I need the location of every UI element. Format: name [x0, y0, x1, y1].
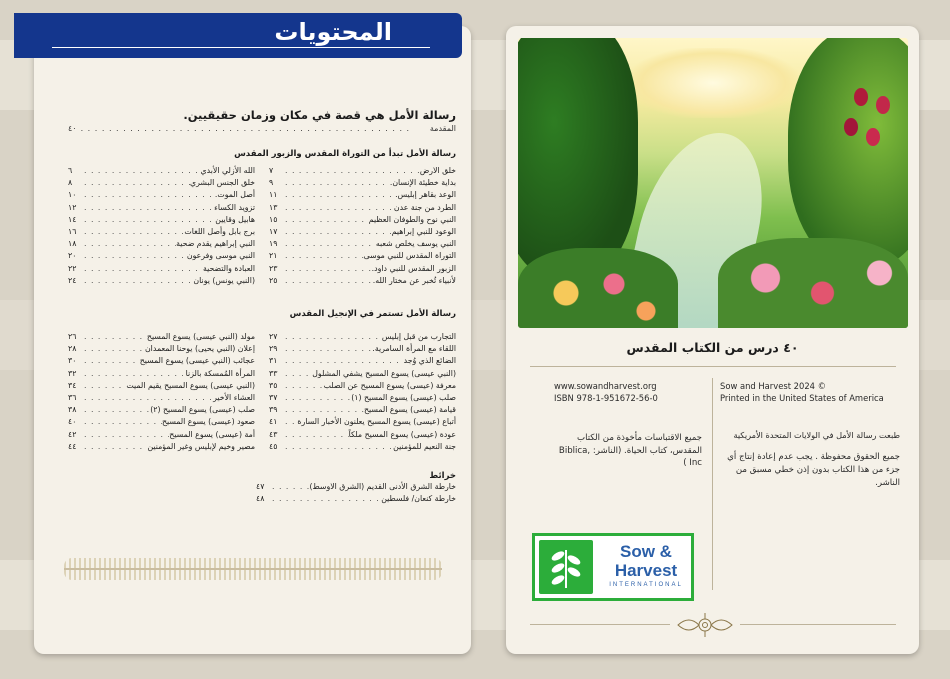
toc-entry-label: (النبي عيسى) يسوع المسيح يشفي المشلول [312, 368, 456, 378]
leader-dots [283, 368, 312, 380]
copyright: Sow and Harvest 2024 © [720, 381, 827, 391]
toc-entry-page: ٢٩ [269, 344, 278, 354]
logo-name: Sow & Harvest [614, 542, 678, 580]
leader-dots [82, 331, 147, 343]
leader-dots [82, 392, 213, 404]
toc-entry-page: ٤٠ [68, 417, 77, 427]
sow-harvest-logo [532, 533, 694, 601]
leader-dots [82, 202, 214, 214]
toc-entry-label: الوعد بقاهر إبليس. [395, 190, 456, 200]
toc-entry-page: ٣٩ [269, 405, 278, 415]
leader-dots: . . . . . . . . . . . . . . . . . . . . . . . . . . . . . . . . . . . . . . . . . . . . . . . [80, 124, 411, 133]
toc-entry-page: ٩ [269, 178, 274, 188]
toc-entry-label: خارطة كنعان/ فلسطين [381, 494, 456, 504]
paradise-illustration [518, 38, 908, 328]
toc-entry-label: مولد (النبي عيسى) يسوع المسيح [146, 332, 255, 342]
toc-entry[interactable] [269, 165, 456, 177]
toc-entry[interactable] [269, 404, 456, 416]
toc-entry-page: ٢٦ [68, 332, 77, 342]
toc-entry-page: ١٤ [68, 214, 77, 224]
toc-entry-page: ٤٧ [256, 482, 265, 492]
leader-dots [283, 226, 392, 238]
toc-entry-label: العشاء الأخير [213, 393, 255, 403]
toc-entry[interactable] [68, 441, 255, 453]
toc-entry-page: ٢٣ [269, 263, 278, 273]
toc-entry-label: (النبي عيسى) يسوع المسيح يقيم الميت [126, 380, 255, 390]
toc-entry-page: ١٦ [68, 227, 77, 237]
toc-entry-page: ٦ [68, 166, 73, 175]
toc-entry-label: أصل الموت. [214, 190, 255, 200]
toc-entry-page: ١٣ [269, 202, 278, 212]
toc-entry-label: التوراة المقدس للنبي موسى [363, 251, 456, 261]
leader-dots [82, 250, 187, 262]
toc-entry-label: تزويد الكساء [214, 202, 255, 212]
toc-entry[interactable] [68, 416, 255, 428]
map-entry[interactable] [256, 493, 456, 505]
toc-entry-label: النبي إبراهيم يقدم ضحية [176, 239, 255, 249]
toc-entry[interactable] [68, 165, 255, 177]
toc-entry-label: الوعود للنبي إبراهيم [391, 227, 456, 237]
ot-column-left [68, 165, 255, 287]
leader-dots [82, 275, 193, 287]
toc-entry-label: أتباع (عيسى) يسوع المسيح يعلنون الأخبار السارة [297, 417, 456, 427]
toc-entry-page: ٤٨ [256, 494, 265, 504]
toc-entry-page: ١٥ [269, 214, 278, 224]
map-entry[interactable] [256, 481, 456, 493]
toc-entry-page: ٢٢ [68, 263, 77, 273]
maps-heading: خرائط [429, 471, 456, 482]
printed-note: Printed in the United States of America [720, 392, 884, 403]
toc-entry[interactable] [269, 343, 456, 355]
maps-section [256, 471, 456, 505]
leader-dots [82, 263, 203, 275]
toc-entry[interactable] [269, 263, 456, 275]
intro-label: المقدمة [429, 124, 456, 133]
isbn: ISBN 978-1-951672-56-0 [554, 392, 658, 403]
leader-dots [270, 493, 381, 505]
leader-dots [82, 165, 201, 177]
toc-entry[interactable] [68, 202, 255, 214]
toc-entry-label: النبي موسى وفرعون [186, 251, 255, 261]
leader-dots [82, 214, 215, 226]
leader-dots [270, 481, 309, 493]
toc-entry[interactable] [68, 392, 255, 404]
toc-entry[interactable] [68, 189, 255, 201]
toc-entry-label: برج بابل وأصل اللغات [184, 227, 255, 237]
leader-dots [283, 441, 393, 453]
flowers-right-shape [718, 238, 908, 328]
divider [530, 624, 670, 625]
intro-page: ٤٠ [68, 124, 77, 133]
toc-entry-label: صعود (عيسى) يسوع المسيح [161, 417, 255, 427]
leader-dots [283, 355, 404, 367]
toc-entry[interactable] [68, 368, 255, 380]
toc-entry-page: ١٩ [269, 239, 278, 249]
toc-entry-page: ٨ [68, 178, 73, 188]
toc-entry-page: ٢٠ [68, 251, 77, 261]
leader-dots [283, 177, 390, 189]
leader-dots [82, 380, 126, 392]
toc-entry[interactable] [269, 368, 456, 380]
leader-dots [283, 214, 369, 226]
book-title: ٤٠ درس من الكتاب المقدس [626, 340, 799, 355]
nt-column-right [269, 331, 456, 453]
toc-entry[interactable] [68, 355, 255, 367]
toc-entry-label: خلق الارض [419, 166, 456, 175]
toc-entry-page: ٢٨ [68, 344, 77, 354]
leader-dots [283, 380, 324, 392]
leader-dots [82, 355, 140, 367]
toc-entry-label: خلق الجنس البشري [190, 178, 255, 188]
quote-note: جميع الاقتباسات مأخوذة من الكتاب المقدس، كتاب الحياة. (الناشر: Biblica, Inc ) [558, 433, 702, 468]
toc-entry-label: هابيل وقايين [215, 214, 255, 224]
toc-entry-label: معرفة (عيسى) يسوع المسيح عن الصلب [323, 380, 456, 390]
toc-entry[interactable] [269, 355, 456, 367]
toc-entry[interactable] [269, 429, 456, 441]
toc-entry-label: الضائع الذي وُجد [403, 356, 456, 366]
toc-entry[interactable] [269, 416, 456, 428]
contents-title-banner [14, 13, 462, 58]
toc-entry[interactable] [68, 404, 255, 416]
leader-dots [283, 392, 351, 404]
toc-entry-label: عودة (عيسى) يسوع المسيح ملكاً [348, 429, 456, 439]
leader-dots [283, 275, 373, 287]
toc-entry-label: النبي نوح والطوفان العظيم [368, 214, 456, 224]
leaf-icon [539, 540, 593, 594]
divider [530, 366, 896, 367]
title-underline [52, 47, 430, 48]
leader-dots [283, 416, 297, 428]
toc-entry-page: ٣٠ [68, 356, 77, 366]
toc-entry[interactable] [269, 189, 456, 201]
cover-page [506, 26, 919, 654]
toc-entry-page: ٣٣ [269, 368, 278, 378]
nt-toc-grid [68, 331, 456, 453]
toc-entry[interactable] [68, 331, 255, 343]
contents-body [68, 106, 456, 505]
toc-entry-label: (النبي يونس) يونان [193, 275, 255, 285]
ornament-icon [674, 611, 736, 639]
logo-subtitle: INTERNATIONAL [609, 582, 683, 588]
leader-dots [82, 238, 176, 250]
leader-dots [283, 165, 420, 177]
leader-dots [82, 441, 147, 453]
toc-entry[interactable] [68, 250, 255, 262]
toc-entry[interactable] [269, 226, 456, 238]
toc-entry-label: اللقاء مع المرأة السامرية. [372, 344, 456, 354]
toc-entry[interactable] [269, 250, 456, 262]
toc-entry[interactable] [269, 202, 456, 214]
toc-entry[interactable] [68, 380, 255, 392]
flowers-left-shape [518, 248, 678, 328]
toc-entry-page: ٣٥ [269, 380, 278, 390]
toc-entry[interactable] [68, 214, 255, 226]
toc-entry-page: ١٧ [269, 227, 278, 237]
toc-entry-page: ٢٥ [269, 275, 278, 285]
toc-entry[interactable] [269, 380, 456, 392]
leader-dots [283, 404, 364, 416]
toc-entry-label: قيامة (عيسى) يسوع المسيح [364, 405, 456, 415]
toc-entry-page: ٤٤ [68, 441, 77, 451]
toc-entry-page: ٧ [269, 166, 274, 175]
nt-column-left [68, 331, 255, 453]
decorative-border [64, 558, 442, 580]
tree-right-shape [788, 38, 908, 268]
toc-entry[interactable] [269, 177, 456, 189]
toc-entry-label: المرأة المُمسكة بالزنا [185, 368, 255, 378]
toc-entry[interactable] [269, 238, 456, 250]
toc-entry-label: صلب (عيسى) يسوع المسيح (١) [351, 393, 456, 403]
toc-entry-label: الطرد من جنة عدن [393, 202, 456, 212]
toc-entry[interactable] [269, 275, 456, 287]
toc-entry[interactable] [269, 392, 456, 404]
leader-dots [283, 202, 394, 214]
page-title: المحتويات [274, 18, 392, 46]
leader-dots [283, 429, 349, 441]
toc-entry-page: ٤٣ [269, 429, 278, 439]
printed-note-arabic: طبعت رسالة الأمل في الولايات المتحدة الأمريكية [733, 430, 900, 440]
toc-entry-label: بداية خطيئة الإنسان. [389, 178, 456, 188]
leader-dots [283, 238, 376, 250]
toc-entry-page: ٤٥ [269, 441, 278, 451]
toc-entry-page: ٢٧ [269, 332, 278, 342]
toc-entry[interactable] [68, 177, 255, 189]
website-link[interactable]: www.sowandharvest.org [554, 381, 657, 391]
leader-dots [283, 343, 372, 355]
toc-entry[interactable] [68, 238, 255, 250]
toc-entry-label: عجائب (النبي عيسى) يسوع المسيح [139, 356, 255, 366]
toc-entry-label: أمة (عيسى) يسوع المسيح [169, 429, 255, 439]
toc-entry[interactable] [68, 343, 255, 355]
toc-entry-page: ٣٦ [68, 393, 77, 403]
toc-entry-page: ١١ [269, 190, 278, 200]
toc-entry-page: ٣٤ [68, 380, 77, 390]
nt-section-heading: رسالة الأمل تستمر في الإنجيل المقدس [289, 309, 456, 320]
golden-city-shape [628, 48, 798, 118]
toc-entry-page: ٣٧ [269, 393, 278, 403]
toc-entry-page: ٣١ [269, 356, 278, 366]
copyright-info [720, 381, 900, 490]
leader-dots [82, 429, 169, 441]
toc-entry-page: ١٠ [68, 190, 77, 200]
toc-entry[interactable] [68, 275, 255, 287]
toc-entry[interactable] [68, 429, 255, 441]
toc-entry-label: لأنبياء تُخبر عن مختار الله. [372, 275, 456, 285]
toc-entry-label: جنة النعيم للمؤمنين [393, 441, 456, 451]
ot-column-right [269, 165, 456, 287]
toc-entry[interactable] [68, 226, 255, 238]
toc-entry-label: مصير وخيم لإبليس وغير المؤمنين [147, 441, 255, 451]
leader-dots [82, 416, 162, 428]
divider [740, 624, 896, 625]
toc-entry-page: ٣٨ [68, 405, 77, 415]
intro-entry[interactable] [68, 124, 456, 133]
leader-dots [82, 226, 184, 238]
rights-note-arabic: جميع الحقوق محفوظة . يجب عدم إعادة إنتاج أي جزء من هذا الكتاب بدون إذن خطي مسبق من الناشر. [727, 452, 900, 488]
toc-entry-label: العبادة والتضحية [202, 263, 255, 273]
toc-entry-label: الله الأزلي الأبدي [200, 166, 255, 175]
toc-entry-page: ١٢ [68, 202, 77, 212]
toc-entry[interactable] [269, 441, 456, 453]
toc-entry-label: التجارب من قبل إبليس [381, 332, 456, 342]
toc-entry-page: ٤٢ [68, 429, 77, 439]
fruit-shape [854, 88, 868, 106]
leader-dots [82, 404, 150, 416]
tree-left-shape [518, 38, 638, 278]
toc-entry-label: الزبور المقدس للنبي داود. [371, 263, 456, 273]
maps-list [256, 481, 456, 505]
toc-entry-page: ٢٤ [68, 275, 77, 285]
ot-toc-grid [68, 165, 456, 287]
leader-dots [82, 189, 215, 201]
leader-dots [283, 263, 372, 275]
toc-entry[interactable] [269, 331, 456, 343]
intro-heading: رسالة الأمل هي قصة في مكان وزمان حقيقيين. [183, 108, 456, 122]
leader-dots [283, 250, 364, 262]
toc-entry-label: صلب (عيسى) يسوع المسيح (٢) [150, 405, 255, 415]
toc-entry[interactable] [269, 214, 456, 226]
toc-entry-label: النبي يوسف يخلص شعبه [375, 239, 456, 249]
leader-dots [82, 368, 186, 380]
toc-entry[interactable] [68, 263, 255, 275]
toc-entry-page: ٢١ [269, 251, 278, 261]
toc-entry-label: إعلان (النبي يحيى) يوحنا المعمدان [144, 344, 255, 354]
divider-vertical [712, 378, 713, 590]
contents-page [34, 26, 471, 654]
leader-dots [283, 189, 395, 201]
toc-entry-page: ٣٢ [68, 368, 77, 378]
toc-entry-page: ٤١ [269, 417, 278, 427]
publisher-info [554, 381, 702, 470]
toc-entry-label: خارطة الشرق الأدنى القديم (الشرق الاوسط) [309, 482, 456, 492]
toc-entry-page: ١٨ [68, 239, 77, 249]
leader-dots [82, 343, 145, 355]
ot-section-heading: رسالة الأمل تبدأ من التوراة المقدس والزبور المقدس [234, 149, 456, 159]
leader-dots [283, 331, 382, 343]
leader-dots [82, 177, 190, 189]
